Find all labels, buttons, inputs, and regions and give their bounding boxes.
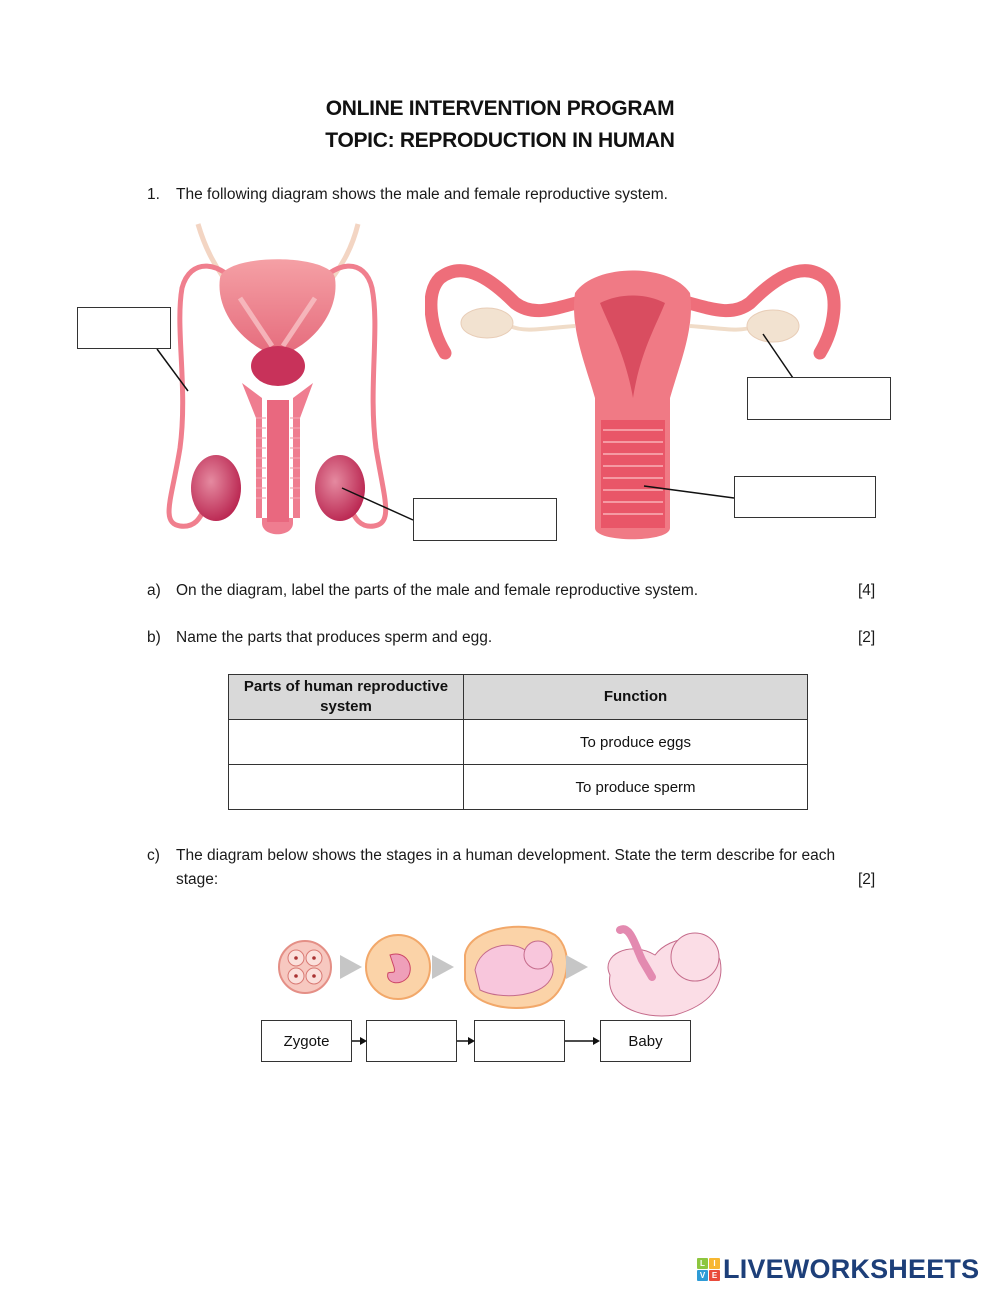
header-function: Function (464, 675, 808, 720)
fetus-icon (465, 927, 567, 1008)
arrow-icon (566, 955, 588, 979)
worksheet-title-line1: ONLINE INTERVENTION PROGRAM (325, 97, 675, 120)
part-input-eggs[interactable] (229, 719, 467, 765)
parts-function-table (228, 674, 808, 810)
table-row (229, 720, 808, 765)
header-parts: Parts of human reproductive system (229, 675, 464, 720)
part-a-letter: a) (147, 582, 161, 599)
stage-connector-arrows (0, 1030, 1000, 1050)
ovary-label-input[interactable] (748, 378, 890, 419)
part-c-text-line1: The diagram below shows the stages in a human development. State the term describe for each (176, 847, 836, 864)
table-header-row (229, 675, 808, 720)
part-a-marks: [4] (858, 582, 876, 599)
zygote-icon (279, 941, 331, 993)
ovary-label-box[interactable] (747, 377, 891, 420)
stage-box-baby: Baby (600, 1020, 691, 1062)
logo-letter-v: V (697, 1270, 708, 1281)
vagina-label-box[interactable] (734, 476, 876, 518)
part-c-text-line2: stage: (176, 871, 219, 888)
arrow-icon (432, 955, 454, 979)
testis-label-box[interactable] (413, 498, 557, 541)
part-b-letter: b) (147, 629, 161, 646)
part-cell[interactable] (229, 765, 464, 810)
worksheet-title-line2: TOPIC: REPRODUCTION IN HUMAN (325, 129, 675, 152)
logo-letter-i: I (709, 1258, 720, 1269)
part-cell[interactable] (229, 720, 464, 765)
embryo-icon (366, 935, 430, 999)
sperm-duct-label-box[interactable] (77, 307, 171, 349)
part-a-text: On the diagram, label the parts of the male and female reproductive system. (176, 582, 699, 599)
human-development-stages-illustration (270, 915, 740, 1020)
part-b-text: Name the parts that produces sperm and egg. (176, 629, 493, 646)
arrow-icon (340, 955, 362, 979)
part-b-marks: [2] (858, 629, 876, 646)
question-text: The following diagram shows the male and female reproductive system. (176, 186, 668, 203)
table-row (229, 765, 808, 810)
testis-label-input[interactable] (414, 499, 556, 540)
liveworksheets-logo (697, 1254, 979, 1285)
vagina-label-input[interactable] (735, 477, 875, 517)
logo-text: LIVEWORKSHEETS (723, 1254, 980, 1284)
part-input-sperm[interactable] (229, 764, 467, 810)
part-c-letter: c) (147, 847, 160, 864)
logo-live-blocks (697, 1258, 720, 1281)
function-cell: To produce sperm (464, 765, 808, 810)
baby-icon (608, 929, 721, 1016)
logo-letter-l: L (697, 1258, 708, 1269)
stage-box-zygote: Zygote (261, 1020, 352, 1062)
logo-letter-e: E (709, 1270, 720, 1281)
function-cell: To produce eggs (464, 720, 808, 765)
part-c-marks: [2] (858, 871, 876, 888)
question-number: 1. (147, 186, 160, 203)
sperm-duct-label-input[interactable] (78, 308, 170, 348)
